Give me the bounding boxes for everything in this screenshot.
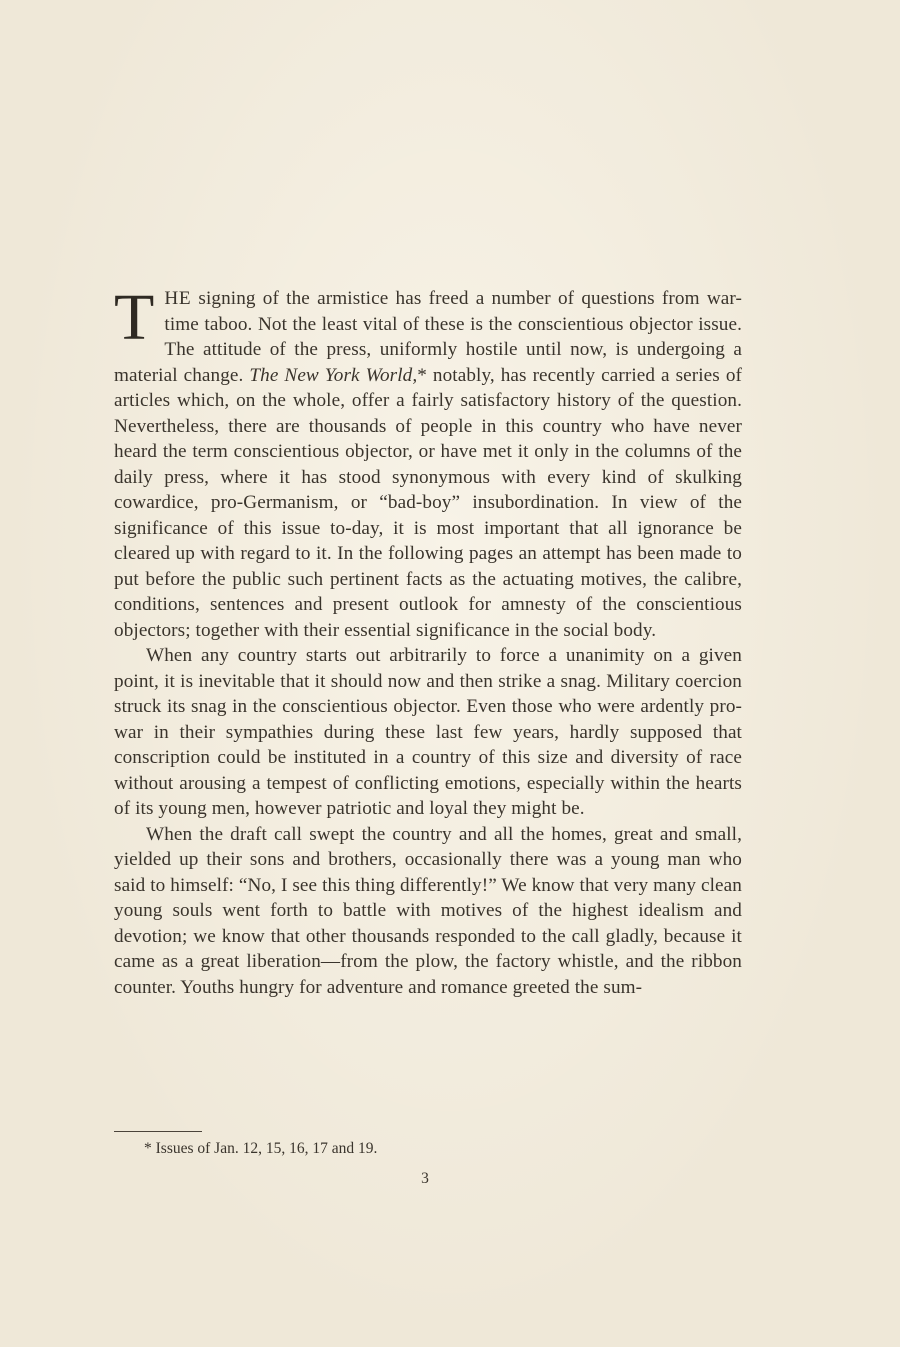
- page-number: 3: [421, 1170, 429, 1187]
- drop-cap: T: [114, 281, 155, 354]
- newspaper-title: The New York World,: [249, 364, 418, 386]
- article-body: [114, 281, 742, 1000]
- paragraph-1-text-b: notably, has recently carried a series of articles which, on the whole, offer a fairly satisfactory history of the question. Nevertheless, there are thousands of people in this country who have never heard the term conscientious objector, or have met it only in the columns of the daily press, where it has stood synonymous with every kind of skulking cowardice, pro-Germanism, or “bad-boy” insubordination. In view of the significance of this issue to-day, it is most important that all ignorance be cleared up with regard to it. In the following pages an attempt has been made to put before the public such pertinent facts as the actuating motives, the calibre, conditions, sentences and present outlook for amnesty of the conscientious objectors; together with their essential significance in the social body.: [114, 364, 742, 641]
- footnote-divider: [114, 1131, 202, 1132]
- opening-word: HE: [164, 288, 192, 309]
- footnote: * Issues of Jan. 12, 15, 16, 17 and 19.: [144, 1140, 378, 1157]
- paragraph-2: When any country starts out arbitrarily to force a unanimity on a given point, it is inevitable that it should now and then strike a snag. Military coercion struck its snag in the conscientious objector. Even those who were ardently pro-war in their sympathies during these last few years, hardly supposed that conscription could be instituted in a country of this size and diversity of race without arousing a tempest of conflicting emotions, especially within the hearts of its young men, however patriotic and loyal they might be.: [114, 645, 742, 819]
- paragraph-3: When the draft call swept the country and all the homes, great and small, yielded up their sons and brothers, occasionally there was a young man who said to himself: “No, I see this thing differently!” We know that very many clean young souls went forth to battle with motives of the highest idealism and devotion; we know that other thousands responded to the call gladly, because it came as a great liberation—from the plow, the factory whistle, and the ribbon counter. Youths hungry for adventure and romance greeted the sum-: [114, 823, 742, 998]
- footnote-marker: *: [417, 364, 427, 386]
- paragraph-1: [114, 281, 742, 643]
- paragraph-1-text-a: signing of the armistice has freed a number of questions from war-time taboo. Not the least vital of these is the conscientious objector issue. The attitude of the press, uniformly hostile until now, is undergoing a material change.: [114, 288, 742, 386]
